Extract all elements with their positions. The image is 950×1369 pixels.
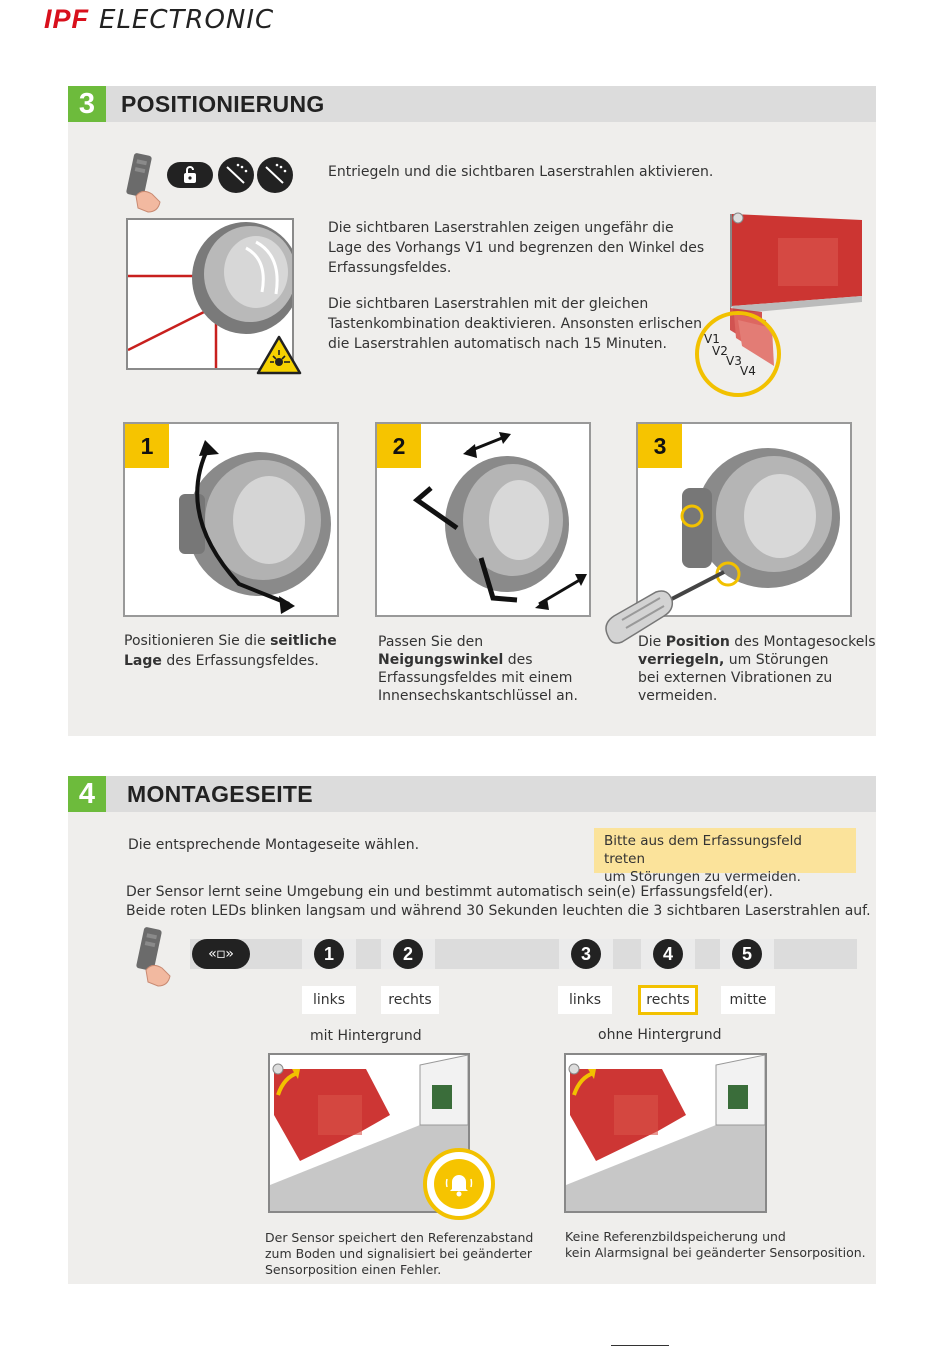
curtain-label-v4: V4 bbox=[740, 364, 756, 378]
brand-logo bbox=[44, 4, 274, 40]
laser-key-icon-2 bbox=[257, 157, 293, 193]
option-3-label[interactable]: links bbox=[558, 986, 612, 1014]
option-2-cell bbox=[381, 939, 435, 969]
option-2-label[interactable]: rechts bbox=[381, 986, 439, 1014]
section-number: 4 bbox=[68, 776, 106, 812]
lock-open-icon bbox=[181, 165, 199, 185]
sensor-rotate-drawing bbox=[169, 434, 337, 614]
step-2-figure bbox=[375, 422, 591, 617]
section4-intro: Die entsprechende Montageseite wählen. bbox=[128, 837, 420, 853]
step-3-caption: Die Position des Montagesockels verriegeln, um Störungen bei externen Vibrationen zu vermeiden. bbox=[638, 634, 876, 704]
curtain-drawing bbox=[690, 210, 870, 406]
footer-rule bbox=[611, 1345, 669, 1346]
brand-prefix: IPF bbox=[44, 4, 90, 34]
option-1-number: 1 bbox=[314, 939, 344, 969]
section3-para1: Die sichtbaren Laserstrahlen zeigen ungefähr die Lage des Vorhangs V1 und begrenzen den Winkel des Erfassungsfeldes. bbox=[328, 220, 705, 276]
section-header bbox=[68, 86, 876, 122]
option-5-number: 5 bbox=[732, 939, 762, 969]
warning-note: Bitte aus dem Erfassungsfeld treten um Störungen zu vermeiden. bbox=[594, 828, 856, 873]
step-1-figure bbox=[123, 422, 339, 617]
section-number: 3 bbox=[68, 86, 106, 122]
option-5-label[interactable]: mitte bbox=[721, 986, 775, 1014]
curtain-figure bbox=[690, 210, 870, 406]
section3-para2: Die sichtbaren Laserstrahlen mit der gleichen Tastenkombination deaktivieren. Ansonsten erlischen die Laserstrahlen automatisch nach 15 Minuten. bbox=[328, 296, 702, 352]
section-title: POSITIONIERUNG bbox=[121, 90, 325, 117]
section4-info: Der Sensor lernt seine Umgebung ein und bestimmt automatisch sein(e) Erfassungsfeld(er). Beide roten LEDs blinken langsam und während 30 Sekunden leuchten die 3 sichtbaren Laserstrahlen auf. bbox=[126, 884, 871, 919]
remote-hand-icon bbox=[132, 926, 174, 988]
remote-hand-icon bbox=[122, 152, 164, 214]
curtain-label-v2: V2 bbox=[712, 344, 728, 358]
step-2-tag: 2 bbox=[377, 424, 421, 468]
group-with-background: mit Hintergrund bbox=[310, 1028, 422, 1044]
laser-beam-icon bbox=[218, 157, 254, 193]
bell-icon bbox=[444, 1169, 474, 1199]
caption-with-background: Der Sensor speichert den Referenzabstand zum Boden und signalisiert bei geänderter Sensorposition einen Fehler. bbox=[265, 1230, 534, 1277]
option-3-number: 3 bbox=[571, 939, 601, 969]
option-4-cell bbox=[641, 939, 695, 969]
section-title: MONTAGESEITE bbox=[127, 780, 313, 807]
step-1-caption: Positionieren Sie die seitliche Lage des Erfassungsfeldes. bbox=[124, 633, 337, 669]
option-5-cell bbox=[720, 939, 774, 969]
step-2-caption: Passen Sie den Neigungswinkel des Erfassungsfeldes mit einem Innensechskantschlüssel an. bbox=[378, 634, 579, 704]
option-4-number: 4 bbox=[653, 939, 683, 969]
room-drawing bbox=[566, 1055, 765, 1211]
section3-intro: Entriegeln und die sichtbaren Laserstrahlen aktivieren. bbox=[328, 164, 714, 180]
option-4-label[interactable]: rechts bbox=[638, 985, 698, 1015]
brand-suffix: ELECTRONIC bbox=[99, 5, 275, 35]
option-2-number: 2 bbox=[393, 939, 423, 969]
sensor-tilt-drawing bbox=[397, 428, 589, 614]
laser-key-icon-1 bbox=[218, 157, 254, 193]
scene-without-background bbox=[564, 1053, 767, 1213]
curtain-label-v1: V1 bbox=[704, 332, 720, 346]
caption-without-background: Keine Referenzbildspeicherung und kein Alarmsignal bei geänderter Sensorposition. bbox=[565, 1229, 866, 1260]
option-1-cell bbox=[302, 939, 356, 969]
laser-beam-icon bbox=[257, 157, 293, 193]
alarm-bell-icon bbox=[423, 1148, 495, 1220]
section-header bbox=[68, 776, 876, 812]
step-3-tag: 3 bbox=[638, 424, 682, 468]
step-1-tag: 1 bbox=[125, 424, 169, 468]
curtain-label-v3: V3 bbox=[726, 354, 742, 368]
unlock-key-icon bbox=[167, 162, 213, 188]
side-select-key[interactable]: «◻» bbox=[192, 939, 250, 969]
laser-warning-icon bbox=[256, 334, 302, 376]
option-1-label[interactable]: links bbox=[302, 986, 356, 1014]
group-without-background: ohne Hintergrund bbox=[598, 1027, 722, 1043]
option-3-cell bbox=[559, 939, 613, 969]
